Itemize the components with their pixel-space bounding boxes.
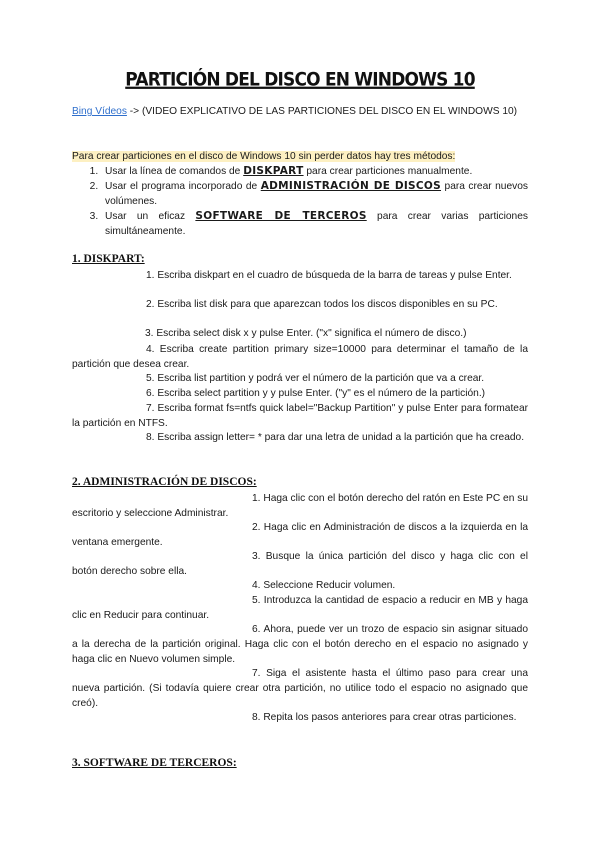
admin-step: 4. Seleccione Reducir volumen. [252,580,396,591]
intro-text: Para crear particiones en el disco de Windows 10 sin perder datos hay tres métodos: [72,151,456,162]
video-description: -> (VIDEO EXPLICATIVO DE LAS PARTICIONES DEL DISCO EN EL WINDOWS 10) [126,106,518,117]
admin-step: 6. Ahora, puede ver un trozo de espacio sin asignar situado a la derecha de la partición original. Haga clic con el botón derecho en el espacio no asignado y haga clic en Nuevo volumen simple. [72,624,528,665]
diskpart-step: 2. Escriba list disk para que aparezcan todos los discos disponibles en su PC. [146,299,498,310]
section-heading-admin: 2. ADMINISTRACIÓN DE DISCOS: [72,476,257,488]
bing-videos-link[interactable]: Bing Vídeos [72,106,127,117]
methods-list [72,164,528,239]
section-heading-diskpart: 1. DISKPART: [72,253,145,265]
diskpart-step: 1. Escriba diskpart en el cuadro de búsqueda de la barra de tareas y pulse Enter. [146,270,512,281]
method-item: 2. Usar el programa incorporado de ADMINISTRACIÓN DE DISCOS para crear nuevos volúmenes. [101,179,528,209]
diskpart-step: 3. Escriba select disk x y pulse Enter. ("x" significa el número de disco.) [145,328,467,339]
admin-step: 5. Introduzca la cantidad de espacio a reducir en MB y haga clic en Reducir para continuar. [72,595,528,621]
diskpart-step: 7. Escriba format fs=ntfs quick label="Backup Partition" y pulse Enter para formatear la partición en NTFS. [72,403,528,429]
page-title: PARTICIÓN DEL DISCO EN WINDOWS 10 [125,68,475,92]
admin-step: 1. Haga clic con el botón derecho del ratón en Este PC en su escritorio y seleccione Administrar. [72,493,528,519]
diskpart-step: 5. Escriba list partition y podrá ver el número de la partición que va a crear. [146,373,485,384]
method-item: 3. Usar un eficaz SOFTWARE DE TERCEROS para crear varias particiones simultáneamente. [101,209,528,239]
methods-block [72,149,528,239]
diskpart-step: 6. Escriba select partition y y pulse Enter. ("y" es el número de la partición.) [146,388,486,399]
method-item: 1. Usar la línea de comandos de DISKPART para crear particiones manualmente. [101,164,528,179]
admin-step: 8. Repita los pasos anteriores para crear otras particiones. [252,712,517,723]
section-heading-software: 3. SOFTWARE DE TERCEROS: [72,757,237,769]
admin-step: 3. Busque la única partición del disco y haga clic con el botón derecho sobre ella. [72,551,528,577]
video-line [72,104,528,119]
admin-step: 7. Siga el asistente hasta el último paso para crear una nueva partición. (Si todavía quiere crear otra partición, no utilice todo el espacio no asignado que creó). [72,668,528,709]
diskpart-step: 8. Escriba assign letter= * para dar una letra de unidad a la partición que ha creado. [146,432,525,443]
admin-step: 2. Haga clic en Administración de discos a la izquierda en la ventana emergente. [72,522,528,548]
diskpart-step: 4. Escriba create partition primary size=10000 para determinar el tamaño de la partición que desea crear. [72,344,528,370]
